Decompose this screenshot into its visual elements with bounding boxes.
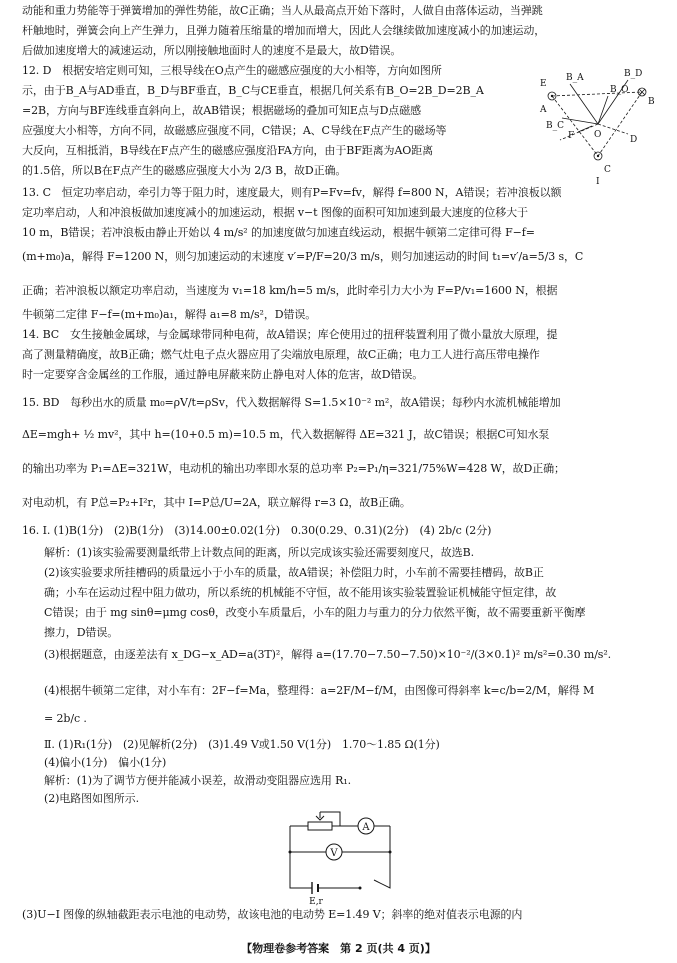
q16-line: 解析：(1)为了调节方便并能减小误差，故滑动变阻器应选用 R₁. xyxy=(44,774,352,787)
q13-line: (m+m₀)a，解得 F=1200 N，则匀加速运动的末速度 v′=P/F=20/3 m/s，则匀加速运动的时间 t₁=v′/a=5/3 s，C xyxy=(22,250,584,263)
q16-line: (2)该实验要求所挂槽码的质量远小于小车的质量，故A错误；补偿阻力时，小车前不需要挂槽码，故B正 xyxy=(44,566,544,579)
q13-line: 10 m，B错误；若冲浪板由静止开始以 4 m/s² 的加速度做匀加速直线运动，根据牛顿第二定律可得 F−f= xyxy=(22,226,535,239)
q12-line: 应强度大小相等，方向不同，故磁感应强度不同，C错误；A、C导线在F点产生的磁场等 xyxy=(22,124,447,137)
q12-line: 的1.5倍，所以B在F点产生的磁感应强度大小为 2/3 B，故D正确。 xyxy=(22,164,347,177)
figure-label: B_C xyxy=(546,121,564,131)
q13-line: 定功率启动，人和冲浪板做加速度减小的加速运动，根据 v−t 图像的面积可知加速到最大速度的位移大于 xyxy=(22,206,528,219)
q16-line: 16. Ⅰ. (1)B(1分) (2)B(1分) (3)14.00±0.02(1分) 0.30(0.29、0.31)(2分) (4) 2b/c (2分) xyxy=(22,524,492,537)
q15-line: 15. BD 每秒出水的质量 m₀=ρV/t=ρSv，代入数据解得 S=1.5×10⁻² m²，故A错误；每秒内水流机械能增加 xyxy=(22,396,561,409)
figure-label: A xyxy=(540,105,547,115)
text-line: 后做加速度增大的减速运动，所以刚接触地面时人的速度不是最大，故D错误。 xyxy=(22,44,402,57)
figure-label: B_O xyxy=(610,85,629,95)
q15-line: ΔE=mgh+ ½ mv²，其中 h=(10+0.5 m)=10.5 m，代入数据解得 ΔE=321 J，故C错误；根据C可知水泵 xyxy=(22,428,550,441)
q16-line: (3)U−I 图像的纵轴截距表示电池的电动势，故该电池的电动势 E=1.49 V；斜率的绝对值表示电源的内 xyxy=(22,908,523,921)
figure-label: B_A xyxy=(566,73,584,83)
figure-label: O xyxy=(594,130,602,140)
q12-line: 12. D 根据安培定则可知，三根导线在O点产生的磁感应强度的大小相等，方向如图所 xyxy=(22,64,442,77)
q15-line: 的输出功率为 P₁=ΔE=321W，电动机的输出功率即水泵的总功率 P₂=P₁/η=321/75%W=428 W，故D正确； xyxy=(22,462,565,475)
figure-label: C xyxy=(604,165,611,175)
q16-line: (4)根据牛顿第二定律，对小车有：2F−f=Ma，整理得：a=2F/M−f/M，由图像可得斜率 k=c/b=2/M，解得 M xyxy=(44,684,595,697)
circuit-diagram xyxy=(270,806,410,906)
q16-line: = 2b/c . xyxy=(44,712,87,725)
q16-line: (4)偏小(1分) 偏小(1分) xyxy=(44,756,167,769)
figure-label: D xyxy=(630,135,638,145)
figure-label: F xyxy=(568,131,575,141)
q12-line: 示，由于B_A与AD垂直，B_D与BF垂直，B_C与CE垂直，根据几何关系有B_O=2B_D=2B_A xyxy=(22,84,484,97)
q13-line: 13. C 恒定功率启动，牵引力等于阻力时，速度最大，则有P=Fv=fv，解得 f=800 N，A错误；若冲浪板以额 xyxy=(22,186,562,199)
q16-line: Ⅱ. (1)R₁(1分) (2)见解析(2分) (3)1.49 V或1.50 V(1分) 1.70～1.85 Ω(1分) xyxy=(44,738,440,751)
q14-line: 高了测量精确度，故B正确；燃气灶电子点火器应用了尖端放电原理，故C正确；电力工人进行高压带电操作 xyxy=(22,348,540,361)
magnetic-field-figure xyxy=(538,62,668,187)
page-footer: 【物理卷参考答案 第 2 页(共 4 页)】 xyxy=(241,942,436,955)
q15-line: 对电动机，有 P总=P₂+I²r，其中 I=P总/U=2A，联立解得 r=3 Ω，故B正确。 xyxy=(22,496,411,509)
voltmeter-label: V xyxy=(330,848,338,859)
q12-line: 大反向，互相抵消，B导线在F点产生的磁感应强度沿FA方向，由于BF距离为AO距离 xyxy=(22,144,434,157)
text-line: 杆触地时，弹簧会向上产生弹力，且弹力随着压缩量的增加而增大，因此人会继续做加速度减小的加速运动， xyxy=(22,24,546,37)
q14-line: 14. BC 女生接触金属球，与金属球带同种电荷，故A错误；库仑使用过的扭秤装置利用了微小量放大原理，提 xyxy=(22,328,558,341)
q13-line: 牛顿第二定律 F−f=(m+m₀)a₁，解得 a₁=8 m/s²，D错误。 xyxy=(22,308,317,321)
text-line: 动能和重力势能等于弹簧增加的弹性势能，故C正确；当人从最高点开始下落时，人做自由落体运动，当弹跳 xyxy=(22,4,543,17)
q13-line: 正确；若冲浪板以额定功率启动，当速度为 v₁=18 km/h=5 m/s，此时牵引力大小为 F=P/v₁=1600 N，根据 xyxy=(22,284,558,297)
q12-line: =2B，方向与BF连线垂直斜向上，故AB错误；根据磁场的叠加可知E点与D点磁感 xyxy=(22,104,421,117)
figure-label: E xyxy=(540,79,547,89)
q14-line: 时一定要穿含金属丝的工作服，通过静电屏蔽来防止静电对人体的危害，故D错误。 xyxy=(22,368,424,381)
q16-line: C错误；由于 mg sinθ=μmg cosθ，改变小车质量后，小车的阻力与重力的分力依然平衡，故不需要重新平衡摩 xyxy=(44,606,586,619)
figure-label: B xyxy=(648,97,655,107)
q16-line: (3)根据题意，由逐差法有 x_DG−x_AD=a(3T)²，解得 a=(17.70−7.50−7.50)×10⁻²/(3×0.1)² m/s²=0.30 m/s². xyxy=(44,648,612,661)
q16-line: 擦力，D错误。 xyxy=(44,626,119,639)
figure-label: I xyxy=(596,177,600,187)
figure-label: B_D xyxy=(624,69,643,79)
q16-line: 确；小车在运动过程中阻力做功，所以系统的机械能不守恒，故不能用该实验装置验证机械能守恒定律，故 xyxy=(44,586,557,599)
q16-line: 解析：(1)该实验需要测量纸带上计数点间的距离，所以完成该实验还需要刻度尺，故选B. xyxy=(44,546,474,559)
battery-label: E,r xyxy=(309,897,323,906)
ammeter-label: A xyxy=(362,822,370,833)
q16-line: (2)电路图如图所示. xyxy=(44,792,139,805)
